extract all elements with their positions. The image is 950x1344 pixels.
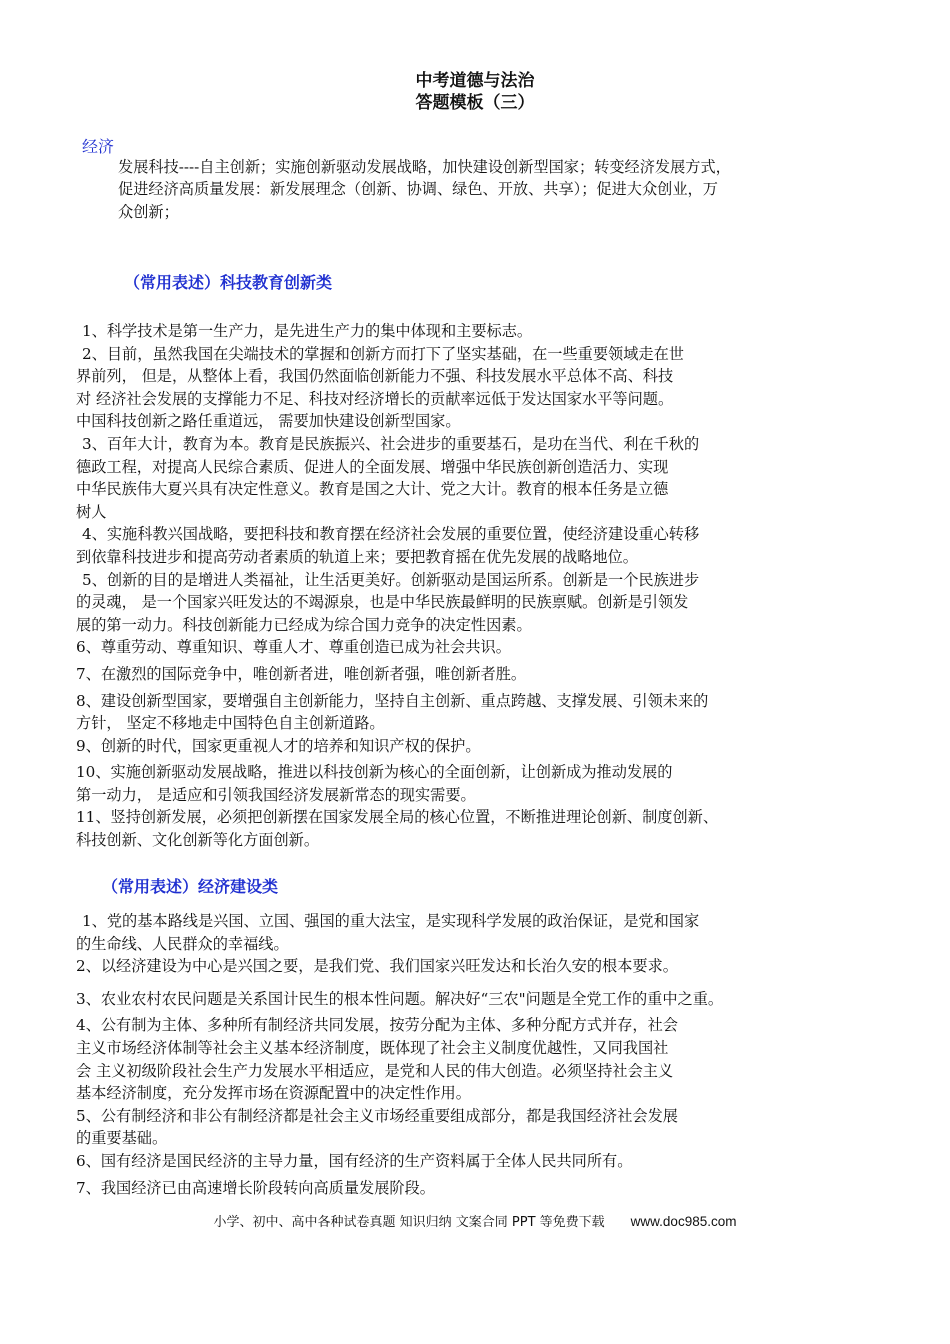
list-line: 7、我国经济已由高速增长阶段转向高质量发展阶段。 bbox=[76, 1178, 435, 1197]
list-line: 中华民族伟大夏兴具有决定性意义。教育是国之大计、党之大计。教育的根本任务是立德 bbox=[76, 480, 669, 499]
section-heading-tech-innovation: （常用表述）科技教育创新类 bbox=[124, 273, 333, 292]
list-line: 3、农业农村农民问题是关系国计民生的根本性问题。解决好“三农"问题是全党工作的重中之重。 bbox=[76, 989, 724, 1008]
list-line: 10、实施创新驱动发展战略，推进以科技创新为核心的全面创新，让创新成为推动发展的 bbox=[76, 763, 673, 782]
intro-line: 众创新； bbox=[118, 202, 179, 221]
list-line: 德政工程，对提高人民综合素质、促进人的全面发展、增强中华民族创新创造活力、实现 bbox=[76, 457, 669, 476]
list-line: 8、建设创新型国家，要增强自主创新能力，坚持自主创新、重点跨越、支撑发展、引领未来的 bbox=[76, 691, 709, 710]
section-heading-economy: 经济 bbox=[82, 137, 115, 156]
list-line: 会 主义初级阶段社会生产力发展水平相适应，是党和人民的伟大创造。必须坚持社会主义 bbox=[76, 1061, 674, 1080]
list-line: 基本经济制度，充分发挥市场在资源配置中的决定性作用。 bbox=[76, 1084, 471, 1103]
intro-line: 促进经济高质量发展：新发展理念（创新、协调、绿色、开放、共享）；促进大众创业，万 bbox=[118, 180, 718, 199]
list-line: 的生命线、人民群众的幸福线。 bbox=[76, 934, 289, 953]
list-line: 7、在激烈的国际竞争中，唯创新者进，唯创新者强，唯创新者胜。 bbox=[76, 664, 527, 683]
footer-url-link[interactable]: www.doc985.com bbox=[630, 1214, 737, 1229]
footer-text: 小学、初中、高中各种试卷真题 知识归纳 文案合同 PPT 等免费下载 bbox=[213, 1215, 605, 1230]
list-line: 5、公有制经济和非公有制经济都是社会主义市场经重要组成部分，都是我国经济社会发展 bbox=[76, 1106, 678, 1125]
page-footer bbox=[0, 1213, 950, 1232]
list-line: 方针， 坚定不移地走中国特色自主创新道路。 bbox=[76, 714, 385, 733]
economic-construction-list bbox=[76, 910, 866, 1199]
list-line: 1、科学技术是第一生产力，是先进生产力的集中体现和主要标志。 bbox=[82, 322, 533, 340]
list-line: 到依靠科技进步和提高劳动者素质的轨道上来；要把教育摇在优先发展的战略地位。 bbox=[76, 547, 638, 566]
list-line: 11、竖持创新发展，必须把创新摆在国家发展全局的核心位置，不断推进理论创新、制度创新、 bbox=[76, 808, 719, 827]
list-line: 对 经济社会发展的支撑能力不足、科技对经济增长的贡献率远低于发达国家水平等问题。 bbox=[76, 389, 674, 408]
list-line: 的灵魂， 是一个国家兴旺发达的不竭源泉，也是中华民族最鲜明的民族禀赋。创新是引领发 bbox=[76, 593, 689, 612]
list-line: 界前列， 但是，从整体上看，我国仍然面临创新能力不强、科技发展水平总体不高、科技 bbox=[76, 367, 674, 386]
list-line: 3、百年大计，教育为本。教育是民族振兴、社会进步的重要基石，是功在当代、利在千秋的 bbox=[82, 434, 700, 453]
section-heading-economic-construction: （常用表述）经济建设类 bbox=[102, 877, 279, 896]
list-line: 9、创新的时代，国家更重视人才的培养和知识产权的保护。 bbox=[76, 736, 481, 755]
list-line: 的重要基础。 bbox=[76, 1129, 168, 1148]
list-line: 4、实施科教兴国战略，要把科技和教育摆在经济社会发展的重要位置，使经济建设重心转移 bbox=[82, 525, 700, 544]
list-line: 第一动力， 是适应和引领我国经济发展新常态的现实需要。 bbox=[76, 785, 476, 804]
list-line: 科技创新、文化创新等化方面创新。 bbox=[76, 831, 319, 850]
economy-intro bbox=[118, 156, 908, 223]
list-line: 1、党的基本路线是兴国、立国、强国的重大法宝，是实现科学发展的政治保证，是党和国家 bbox=[82, 912, 700, 930]
list-line: 中国科技创新之路任重道远， 需要加快建设创新型国家。 bbox=[76, 412, 461, 431]
list-line: 5、创新的目的是增进人类福祉，让生活更美好。创新驱动是国运所系。创新是一个民族进步 bbox=[82, 570, 700, 589]
list-line: 2、目前，虽然我国在尖端技术的掌握和创新方而打下了坚实基础，在一些重要领域走在世 bbox=[82, 344, 684, 363]
list-line: 主义市场经济体制等社会主义基本经济制度，既体现了社会主义制度优越性，又同我国社 bbox=[76, 1038, 669, 1057]
list-line: 4、公有制为主体、多种所有制经济共同发展，按劳分配为主体、多种分配方式并存，社会 bbox=[76, 1016, 678, 1035]
document-title: 中考道德与法治 bbox=[415, 71, 535, 91]
tech-innovation-list bbox=[76, 320, 866, 852]
list-line: 6、尊重劳动、尊重知识、尊重人才、尊重创造已成为社会共识。 bbox=[76, 638, 511, 657]
list-line: 2、以经济建设为中心是兴国之要，是我们党、我们国家兴旺发达和长治久安的根本要求。 bbox=[76, 957, 678, 976]
list-line: 展的第一动力。科技创新能力已经成为综合国力竞争的决定性因素。 bbox=[76, 615, 532, 634]
document-subtitle: 答题模板（三） bbox=[415, 93, 535, 113]
list-line: 6、国有经济是国民经济的主导力量，国有经济的生产资料属于全体人民共同所有。 bbox=[76, 1151, 633, 1170]
list-line: 树人 bbox=[76, 502, 107, 521]
intro-line: 发展科技----自主创新；实施创新驱动发展战略，加快建设创新型国家；转变经济发展方式， bbox=[118, 158, 731, 176]
